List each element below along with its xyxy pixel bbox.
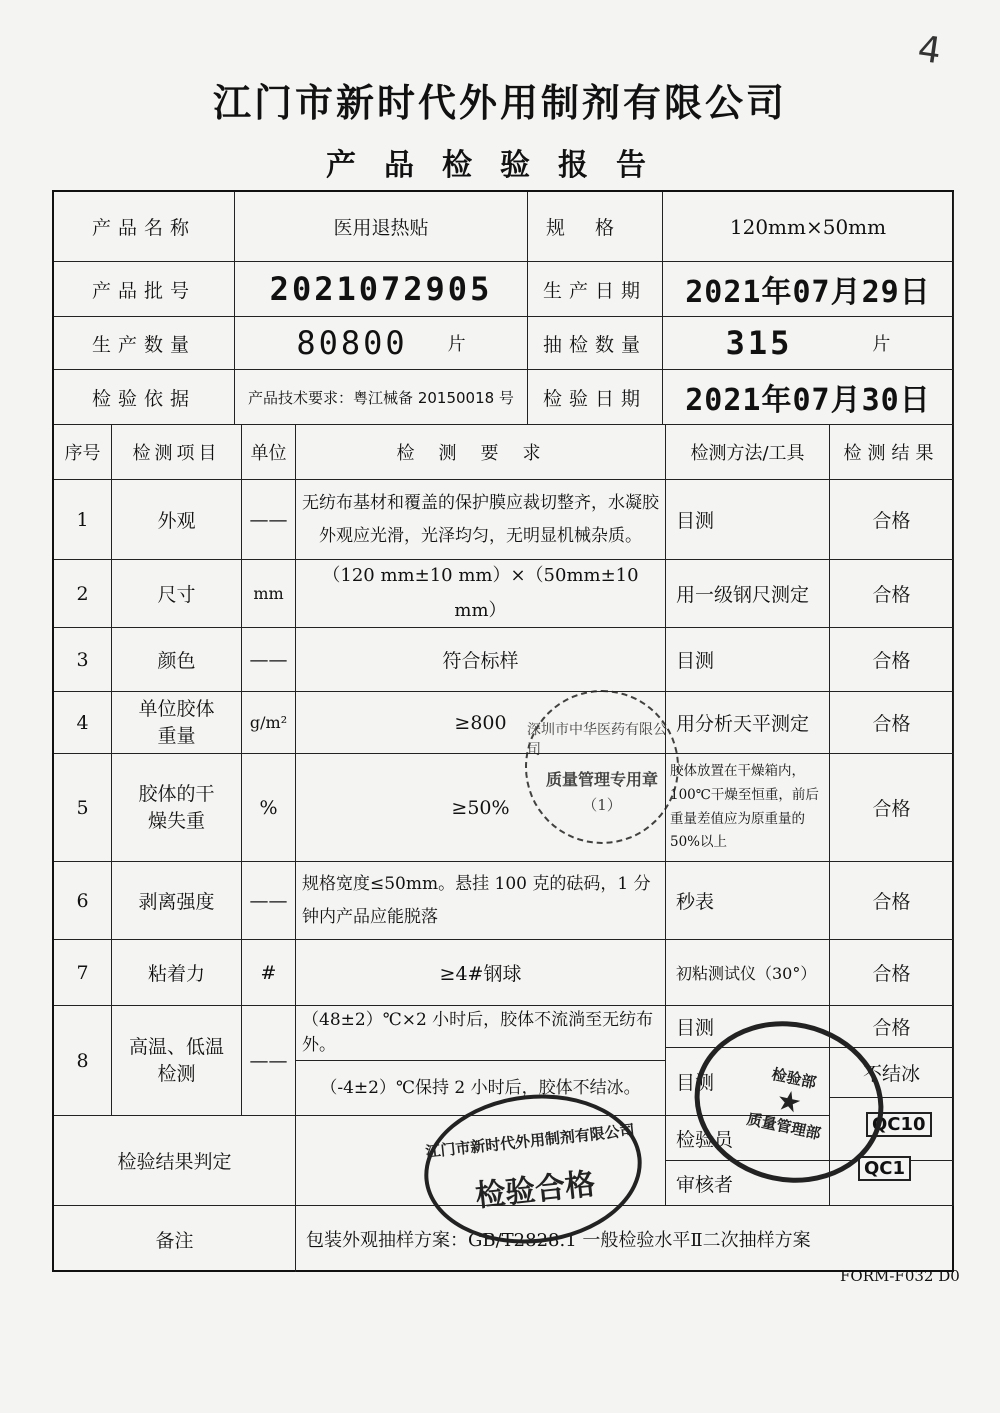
basis-value: 产品技术要求：粤江械备 20150018 号 <box>235 370 528 425</box>
row4-result: 合格 <box>830 692 954 754</box>
row6-method: 秒表 <box>666 862 830 940</box>
name-value: 医用退热贴 <box>235 192 528 262</box>
row3-result: 合格 <box>830 628 954 692</box>
company-stamp-center: 检验合格 <box>473 1166 597 1214</box>
row6-result: 合格 <box>830 862 954 940</box>
remark-label: 备注 <box>54 1206 296 1272</box>
row7-requirement: ≥4#钢球 <box>296 940 666 1006</box>
prod-date-value: 2021年07月29日 <box>663 262 954 317</box>
dept-stamp-text: 检验部 <box>770 1065 818 1093</box>
row1-unit: —— <box>242 480 296 560</box>
name-label: 产品名称 <box>54 192 235 262</box>
qty-unit: 片 <box>447 334 466 355</box>
row8-method-a: 目测 <box>666 1006 830 1048</box>
row7-result: 合格 <box>830 940 954 1006</box>
row3-item: 颜色 <box>112 628 242 692</box>
row6-requirement: 规格宽度≤50mm。悬挂 100 克的砝码，1 分钟内产品应能脱落 <box>296 862 666 940</box>
company-title: 江门市新时代外用制剂有限公司 <box>212 81 787 125</box>
row2-requirement: （120 mm±10 mm）×（50mm±10 mm） <box>296 560 666 628</box>
batch-value: 2021072905 <box>235 262 528 317</box>
row3-requirement: 符合标样 <box>296 628 666 692</box>
row3-method: 目测 <box>666 628 830 692</box>
row2-item: 尺寸 <box>112 560 242 628</box>
inspector-code: QC10 <box>866 1112 932 1137</box>
prod-date-label: 生产日期 <box>528 262 663 317</box>
row3-unit: —— <box>242 628 296 692</box>
row1-method: 目测 <box>666 480 830 560</box>
row5-result: 合格 <box>830 754 954 862</box>
qty-value: 80800 <box>296 324 408 362</box>
spec-value: 120mm×50mm <box>663 192 954 262</box>
col-requirement: 检测要求 <box>296 425 666 480</box>
row6-unit: —— <box>242 862 296 940</box>
row8-result-b: 不结冰 <box>830 1048 954 1098</box>
row3-no: 3 <box>54 628 112 692</box>
qty-label: 生产数量 <box>91 333 196 356</box>
row5-method: 胶体放置在干燥箱内，100℃干燥至恒重，前后重量差值应为原重量的 50%以上 <box>666 754 830 862</box>
sample-unit: 片 <box>872 334 891 355</box>
row4-unit: g/m² <box>242 692 296 754</box>
col-no: 序号 <box>54 425 112 480</box>
row1-item: 外观 <box>112 480 242 560</box>
row1-requirement: 无纺布基材和覆盖的保护膜应裁切整齐，水凝胶外观应光滑，光泽均匀，无明显机械杂质。 <box>296 480 666 560</box>
row5-unit: % <box>242 754 296 862</box>
row8-requirement-a: （48±2）℃×2 小时后，胶体不流淌至无纺布外。 <box>296 1006 666 1061</box>
col-result: 检测结果 <box>830 425 954 480</box>
row1-no: 1 <box>54 480 112 560</box>
test-date-label: 检验日期 <box>528 370 663 425</box>
sample-label: 抽检数量 <box>528 317 663 370</box>
row6-no: 6 <box>54 862 112 940</box>
qa-stamp-center: 质量管理专用章 <box>545 770 658 789</box>
inspector-label: 检验员 <box>666 1116 830 1161</box>
row7-item: 粘着力 <box>112 940 242 1006</box>
qty-cell <box>235 317 528 370</box>
sample-value: 315 <box>725 324 793 362</box>
row8-result-a: 合格 <box>830 1006 954 1048</box>
col-unit: 单位 <box>242 425 296 480</box>
row8-requirement-b: （-4±2）℃保持 2 小时后，胶体不结冰。 <box>296 1061 666 1116</box>
row5-no: 5 <box>54 754 112 862</box>
col-item: 检测项目 <box>112 425 242 480</box>
company-stamp-text: 江门市新时代外用制剂有限公司 <box>424 1120 636 1161</box>
row8-no: 8 <box>54 1006 112 1116</box>
conclusion-label: 检验结果判定 <box>54 1116 296 1206</box>
row4-method: 用分析天平测定 <box>666 692 830 754</box>
row4-item: 单位胶体重量 <box>112 692 242 754</box>
qa-stamp-number: （1） <box>582 796 622 814</box>
reviewer-label: 审核者 <box>666 1161 830 1206</box>
sample-cell <box>663 317 954 370</box>
row6-item: 剥离强度 <box>112 862 242 940</box>
row5-requirement: ≥50% <box>296 754 666 862</box>
reviewer-code: QC1 <box>858 1156 911 1181</box>
row5-item: 胶体的干燥失重 <box>112 754 242 862</box>
row4-no: 4 <box>54 692 112 754</box>
row4-requirement: ≥800 <box>296 692 666 754</box>
qa-stamp-text: 深圳市中华医药有限公司 <box>527 722 667 758</box>
star-icon: ★ <box>773 1082 805 1121</box>
qa-stamp <box>525 690 679 844</box>
remark-value: 包装外观抽样方案：GB/T2828.1 一般检验水平Ⅱ二次抽样方案 <box>306 1230 811 1251</box>
basis-label: 检验依据 <box>54 370 235 425</box>
row8-method-b: 目测 <box>666 1048 830 1116</box>
row2-no: 2 <box>54 560 112 628</box>
row2-unit: mm <box>242 560 296 628</box>
batch-label: 产品批号 <box>54 262 235 317</box>
col-method: 检测方法/工具 <box>666 425 830 480</box>
row2-result: 合格 <box>830 560 954 628</box>
row8-item: 高温、低温检测 <box>112 1006 242 1116</box>
row2-method: 用一级钢尺测定 <box>666 560 830 628</box>
page-mark: 4 <box>915 28 944 73</box>
row8-unit: —— <box>242 1006 296 1116</box>
qty-label-cell <box>54 317 235 370</box>
spec-label: 规格 <box>528 192 663 262</box>
row7-method: 初粘测试仪（30°） <box>666 940 830 1006</box>
form-code: FORM-F032 D0 <box>840 1267 960 1285</box>
row7-no: 7 <box>54 940 112 1006</box>
report-title: 产品检验报告 <box>326 148 674 183</box>
dept-stamp-center: 质量管理部 <box>745 1109 823 1144</box>
row7-unit: # <box>242 940 296 1006</box>
row1-result: 合格 <box>830 480 954 560</box>
test-date-value: 2021年07月30日 <box>663 370 954 425</box>
